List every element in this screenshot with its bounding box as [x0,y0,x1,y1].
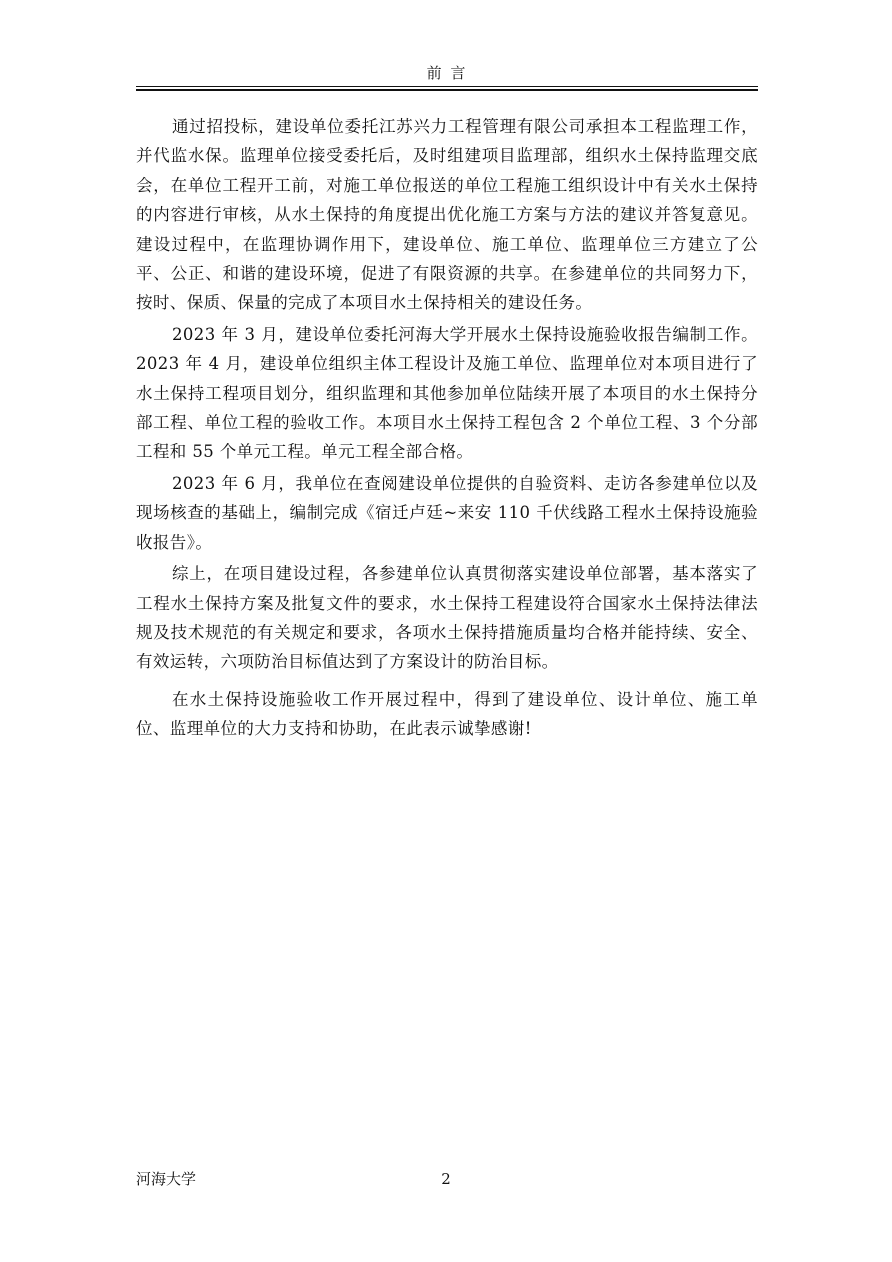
paragraph-acknowledgement: 在水土保持设施验收工作开展过程中，得到了建设单位、设计单位、施工单位、监理单位的大力支持和协助，在此表示诚挚感谢! [136,689,758,739]
paragraph-report-compilation: 2023 年 6 月，我单位在查阅建设单位提供的自验资料、走访各参建单位以及现场核查的基础上，编制完成《宿迁卢廷~来安 110 千伏线路工程水土保持设施验收报告》。 [136,473,758,552]
paragraph-supervision: 通过招投标，建设单位委托江苏兴力工程管理有限公司承担本工程监理工作，并代监水保。监理单位接受委托后，及时组建项目监理部，组织水土保持监理交底会，在单位工程开工前，对施工单位报送的单位工程施工组织设计中有关水土保持的内容进行审核，从水土保持的角度提出优化施工方案与方法的建议并答复意见。建设过程中，在监理协调作用下，建设单位、施工单位、监理单位三方建立了公平、公正、和谐的建设环境，促进了有限资源的共享。在参建单位的共同努力下，按时、保质、保量的完成了本项目水土保持相关的建设任务。 [136,117,758,313]
paragraph-summary: 综上，在项目建设过程，各参建单位认真贯彻落实建设单位部署，基本落实了工程水土保持方案及批复文件的要求，水土保持工程建设符合国家水土保持法律法规及技术规范的有关规定和要求，各项水土保持措施质量均合格并能持续、安全、有效运转，六项防治目标值达到了方案设计的防治目标。 [136,564,758,672]
header-rule-thick [136,89,758,91]
body-text [136,112,758,746]
footer-organization: 河海大学 [136,1170,197,1188]
paragraph-acceptance-schedule: 2023 年 3 月，建设单位委托河海大学开展水土保持设施验收报告编制工作。2023 年 4 月，建设单位组织主体工程设计及施工单位、监理单位对本项目进行了水土保持工程项目划分，组织监理和其他参加单位陆续开展了本项目的水土保持分部工程、单位工程的验收工作。本项目水土保持工程包含 2 个单位工程、3 个分部工程和 55 个单元工程。单元工程全部合格。 [136,324,758,462]
header-rule-thin [136,86,758,87]
page-header-title: 前 言 [426,64,468,82]
footer-page-number: 2 [441,1170,451,1188]
